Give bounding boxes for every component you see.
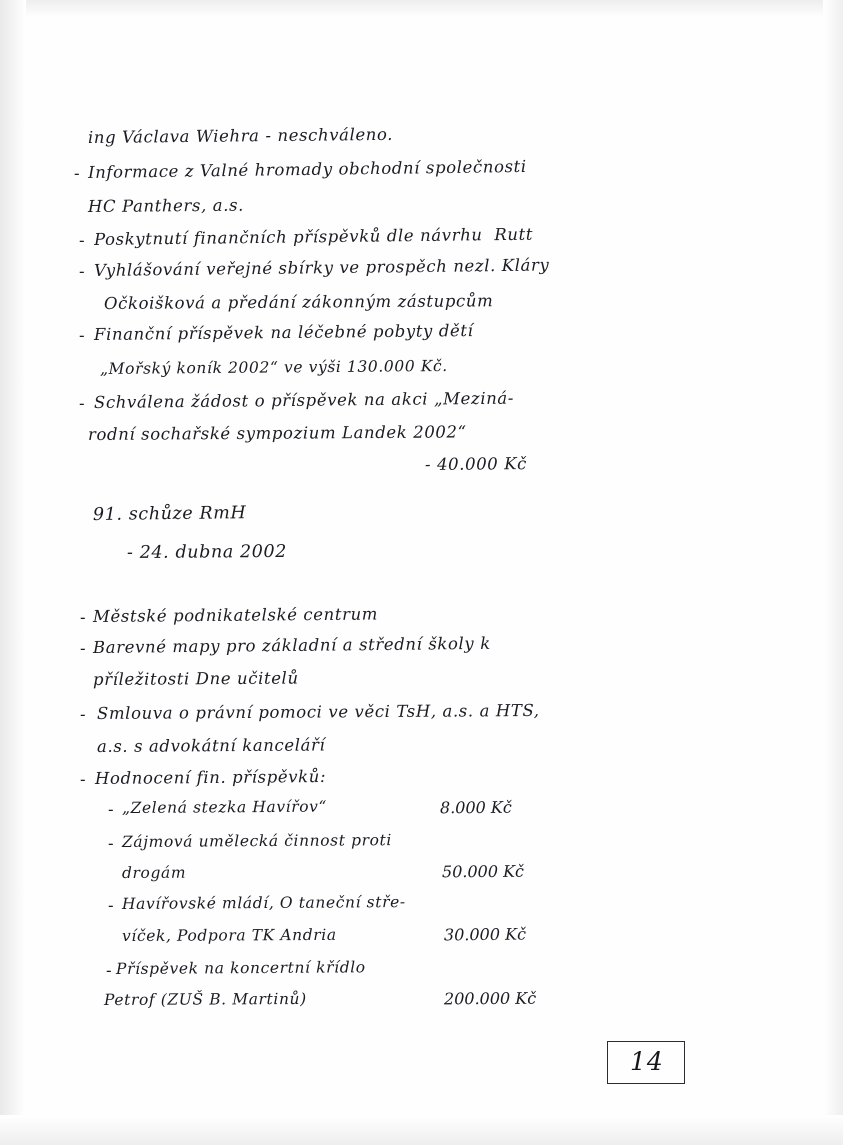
list-dash: -: [74, 164, 80, 183]
subitem-line: víček, Podpora TK Andria: [121, 925, 337, 945]
list-item-line: Finanční příspěvek na léčebné pobyty dětí: [93, 321, 474, 344]
subitem-line: Havířovské mládí, O taneční stře-: [121, 893, 406, 913]
subitem-amount: 30.000 Kč: [443, 924, 527, 945]
meeting-date: - 24. dubna 2002: [126, 541, 288, 563]
list-dash: -: [80, 705, 86, 724]
agenda-item-line: příležitosti Dne učitelů: [92, 668, 299, 689]
list-dash: -: [79, 262, 85, 281]
list-item-line: Vyhlášování veřejné sbírky ve prospěch nezl. Kláry: [93, 255, 550, 280]
meeting-title: 91. schůze RmH: [92, 503, 247, 525]
list-dash: -: [108, 834, 114, 853]
subitem-amount: 50.000 Kč: [441, 861, 525, 882]
list-item-line: „Mořský koník 2002“ ve výši 130.000 Kč.: [99, 356, 448, 378]
subitem-line: drogám: [121, 863, 187, 882]
scan-edge-bottom: [0, 1115, 843, 1145]
subitem-amount: 200.000 Kč: [443, 988, 537, 1009]
subitem-line: „Zelená stezka Havířov“: [121, 797, 328, 817]
scan-edge-left: [0, 0, 26, 1145]
agenda-item-line: Barevné mapy pro základní a střední školy k: [92, 633, 491, 657]
agenda-item-line: Hodnocení fin. příspěvků:: [94, 766, 327, 788]
page-number: 14: [630, 1047, 664, 1076]
lead-line: ing Václava Wiehra - neschváleno.: [87, 124, 394, 147]
list-dash: -: [80, 770, 86, 789]
list-dash: -: [108, 800, 114, 819]
scan-edge-right: [823, 0, 843, 1145]
list-dash: -: [80, 639, 86, 658]
scan-edge-top: [0, 0, 843, 18]
list-dash: -: [79, 231, 85, 250]
subitem-line: Petrof (ZUŠ B. Martinů): [103, 989, 307, 1009]
list-dash: -: [79, 394, 85, 413]
subitem-line: Příspěvek na koncertní křídlo: [115, 958, 366, 978]
list-item-line: Schválena žádost o příspěvek na akci „Meziná-: [93, 388, 515, 412]
subitem-amount: 8.000 Kč: [439, 797, 512, 818]
amount-line: - 40.000 Kč: [424, 454, 528, 474]
list-item-line: rodní sochařské sympozium Landek 2002“: [87, 422, 467, 444]
list-item-line: Očkoišková a předání zákonným zástupcům: [103, 291, 494, 313]
agenda-item-line: Smlouva o právní pomoci ve věci TsH, a.s. a HTS,: [96, 700, 540, 723]
agenda-item-line: Městské podnikatelské centrum: [92, 604, 379, 626]
list-item-line: HC Panthers, a.s.: [87, 195, 245, 216]
list-dash: -: [108, 896, 114, 915]
list-item-line: Informace z Valné hromady obchodní společnosti: [87, 156, 527, 182]
list-dash: -: [80, 608, 86, 627]
list-dash: -: [106, 961, 112, 980]
list-dash: -: [79, 326, 85, 345]
subitem-line: Zájmová umělecká činnost proti: [121, 831, 392, 851]
list-item-line: Poskytnutí finančních příspěvků dle návrhu Rutt: [93, 224, 534, 249]
agenda-item-line: a.s. s advokátní kanceláří: [96, 735, 326, 756]
